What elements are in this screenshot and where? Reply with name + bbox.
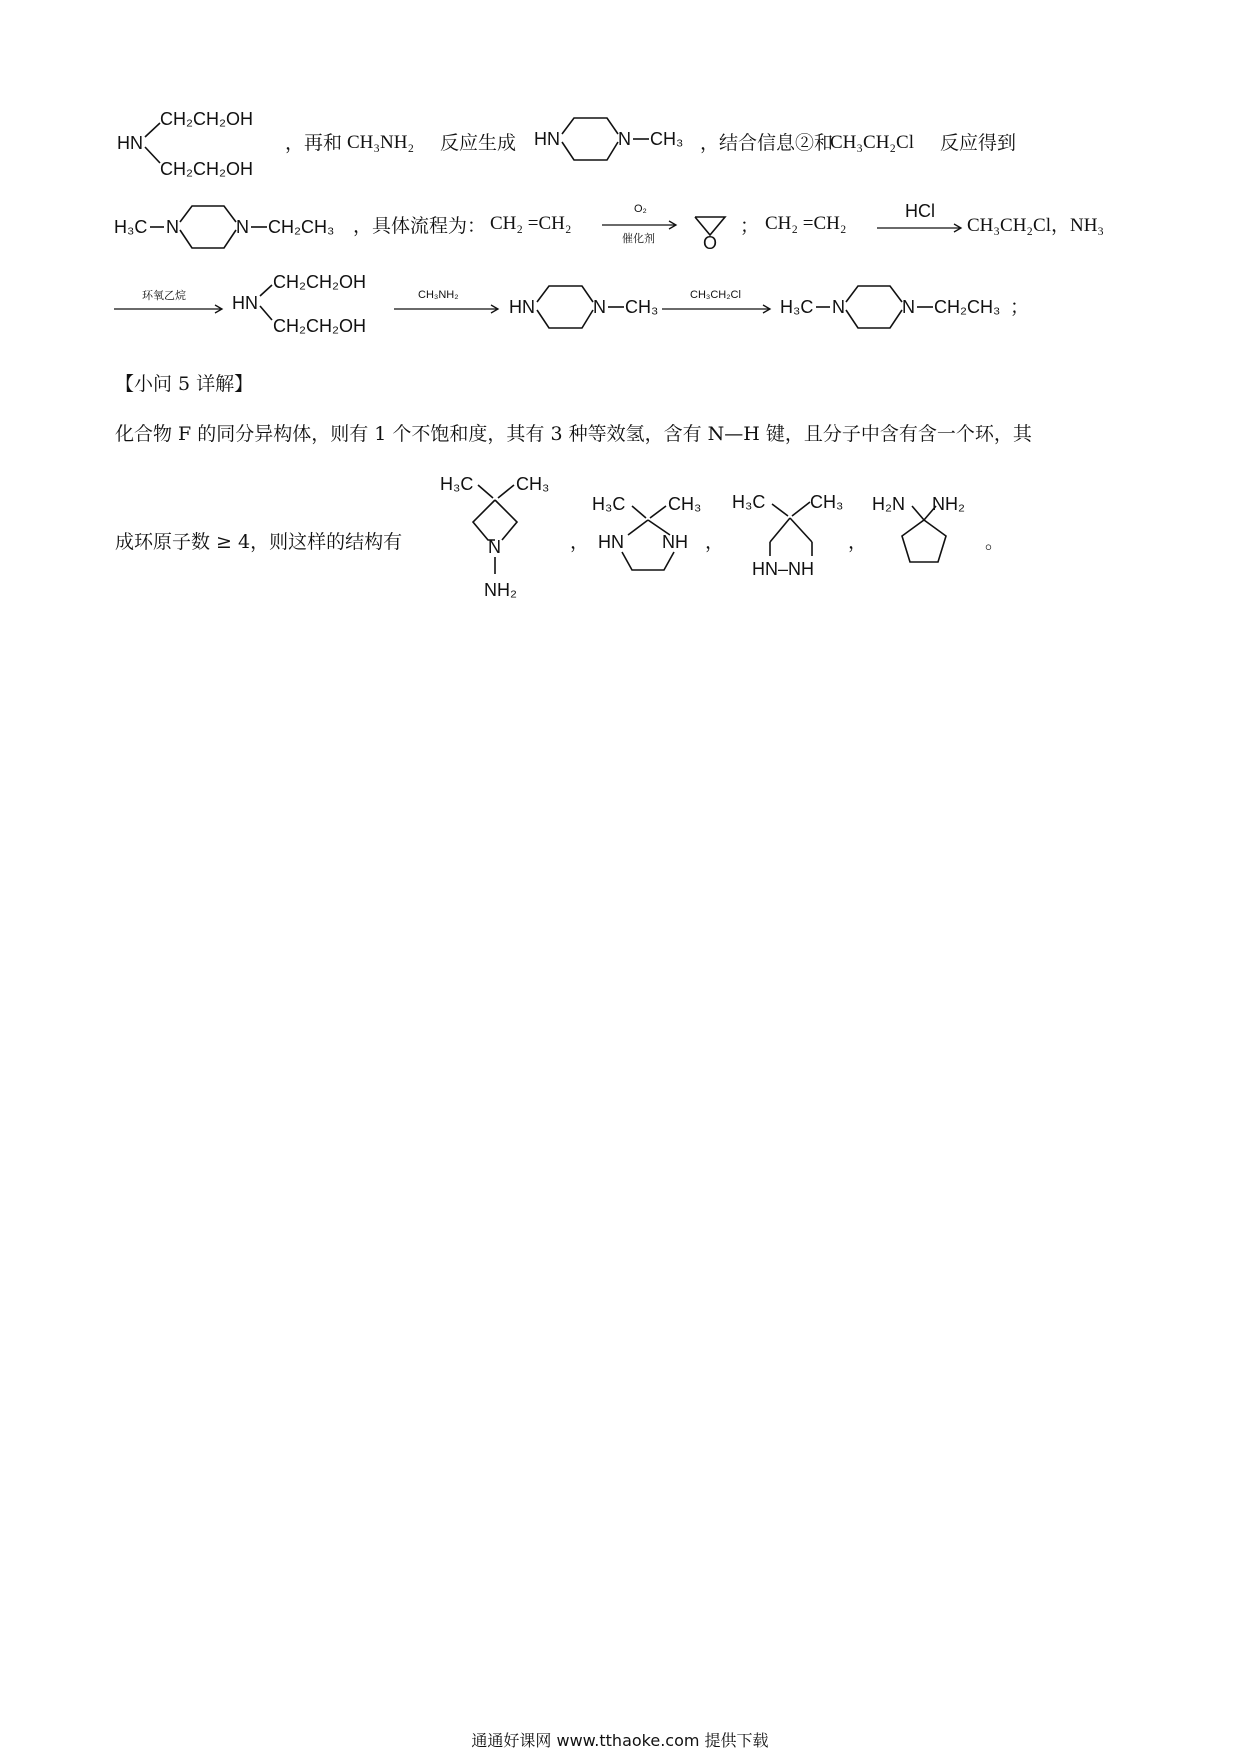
- chloroethane-reagent-label: CH₃CH₂Cl: [690, 289, 741, 301]
- ethyl-methylpiperazine-structure: [112, 196, 362, 261]
- reaction-arrow-methylamine: [392, 285, 502, 325]
- n-label: N: [488, 537, 501, 557]
- hcl-label: HCl: [905, 201, 935, 221]
- ch3-label: CH₃: [650, 129, 684, 149]
- ch3-label: CH₃: [810, 492, 844, 512]
- ch2ch3-label: CH₂CH₃: [934, 297, 1001, 317]
- section-header: 【小问 5 详解】: [115, 373, 254, 395]
- hn-label: HN: [509, 297, 535, 317]
- comma: ，: [848, 531, 868, 553]
- dimethyl-imidazolidine-structure: [590, 490, 720, 590]
- comma: ，: [705, 531, 725, 553]
- nh2-label: NH₂: [484, 580, 517, 600]
- text-fragment: 反应得到: [940, 132, 1017, 154]
- ch2ch2oh-label: CH₂CH₂OH: [160, 159, 253, 179]
- h3c-label: H₃C: [732, 492, 766, 512]
- ethylene-1: CH₂ =CH₂: [490, 213, 572, 234]
- n-label: N: [832, 297, 845, 317]
- reagent-methylamine: CH₃NH₂: [347, 132, 415, 153]
- n-label: N: [902, 297, 915, 317]
- n-methylpiperazine-structure: [532, 108, 702, 173]
- period: 。: [985, 531, 1005, 553]
- ch2ch3-label: CH₂CH₃: [268, 217, 335, 237]
- o2-label: O₂: [634, 203, 647, 215]
- o-label: O: [703, 233, 718, 250]
- h3c-label: H₃C: [114, 217, 148, 237]
- h3c-label: H₃C: [440, 474, 474, 494]
- n-label: N: [618, 129, 631, 149]
- paragraph-line: 成环原子数 ≥ 4，则这样的结构有: [115, 531, 403, 553]
- text-fragment: ，结合信息②和: [700, 132, 834, 154]
- reaction-arrow-hcl: [875, 200, 965, 240]
- ch2ch2oh-label: CH₂CH₂OH: [273, 316, 366, 336]
- hn-label: HN: [117, 133, 143, 153]
- hn-nh-label: HN–NH: [752, 559, 815, 579]
- n-label: N: [166, 217, 179, 237]
- ch2ch2oh-label: CH₂CH₂OH: [273, 272, 366, 292]
- n-label: N: [236, 217, 249, 237]
- text-fragment: ；: [1010, 296, 1030, 318]
- hn-label: HN: [598, 532, 624, 552]
- ch3-label: CH₃: [516, 474, 550, 494]
- nh-label: NH: [662, 532, 688, 552]
- diethanolamine-structure: [230, 270, 390, 340]
- h2n-label: H₂N: [872, 494, 905, 514]
- hn-label: HN: [534, 129, 560, 149]
- n-label: N: [593, 297, 606, 317]
- reagent-chloroethane: CH₃CH₂Cl: [830, 132, 914, 153]
- ch3-label: CH₃: [625, 297, 659, 317]
- comma: ，: [570, 531, 590, 553]
- ethyl-methylpiperazine-structure: [778, 276, 1028, 341]
- text-fragment: ，具体流程为：: [353, 215, 487, 237]
- hn-label: HN: [232, 293, 258, 313]
- nh2-label: NH₂: [932, 494, 965, 514]
- h3c-label: H₃C: [592, 494, 626, 514]
- reaction-arrow-epoxide: [112, 285, 227, 325]
- ethylene-2: CH₂ =CH₂: [765, 213, 847, 234]
- epoxide-reagent-label: 环氧乙烷: [142, 290, 186, 302]
- n-methylpiperazine-structure: [507, 276, 672, 341]
- paragraph-line: 化合物 F 的同分异构体，则有 1 个不饱和度，其有 3 种等效氢，含有 N—H 键，且分子中含有含一个环，其: [115, 423, 1032, 445]
- dimethyl-pyrazolidine-structure: [730, 488, 860, 598]
- diethanolamine-structure: [115, 105, 280, 185]
- reaction-arrow-chloroethane: [660, 285, 775, 325]
- methylamine-reagent-label: CH₃NH₂: [418, 289, 459, 301]
- separator: ；: [740, 215, 760, 237]
- ch3-label: CH₃: [668, 494, 702, 514]
- dimethyl-azetidine-amine-structure: [438, 468, 568, 608]
- reaction-arrow-oxidation: [600, 200, 680, 250]
- h3c-label: H₃C: [780, 297, 814, 317]
- footer: 通通好课网 www.tthaoke.com 提供下载: [471, 1731, 769, 1750]
- ethylene-oxide-structure: [690, 205, 730, 250]
- cyclopentane-diamine-structure: [870, 490, 980, 590]
- product-chloroethane-ammonia: CH₃CH₂Cl，NH₃: [967, 215, 1105, 236]
- catalyst-label: 催化剂: [622, 233, 655, 245]
- text-fragment: ，再和: [285, 132, 343, 154]
- text-fragment: 反应生成: [440, 132, 517, 154]
- ch2ch2oh-label: CH₂CH₂OH: [160, 109, 253, 129]
